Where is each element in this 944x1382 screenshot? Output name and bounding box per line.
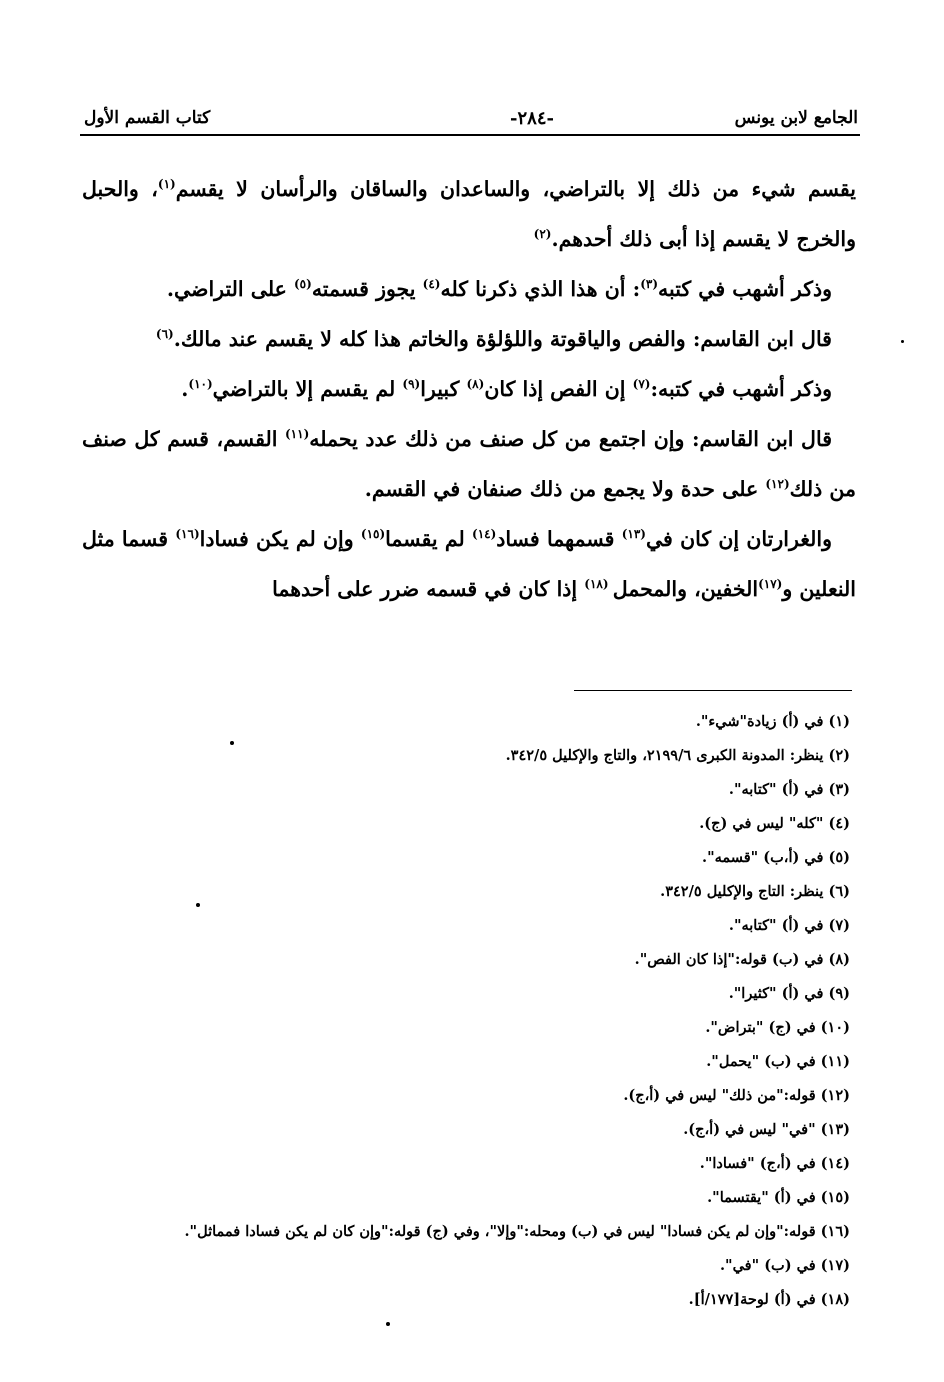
footnote-ref: (٦) <box>155 327 174 342</box>
footnote-ref: (٣) <box>640 277 659 292</box>
footnote-item: (٤) "كله" ليس في (ج). <box>699 815 850 832</box>
footnote-separator <box>574 690 852 691</box>
footnote-ref: (٧) <box>632 377 651 392</box>
text-segment: يقسم شيء من ذلك إلا بالتراضي، والساعدان والساقان والرأسان لا يقسم <box>175 177 856 201</box>
footnote-ref: (١٦) <box>175 527 200 542</box>
footnote-item: (١٠) في (ج) "بتراض". <box>705 1019 850 1036</box>
scan-speck <box>386 1322 390 1326</box>
footnote-item: (١٥) في (أ) "يقتسما". <box>707 1189 850 1206</box>
text-segment: لم يقسم إلا بالتراضي <box>212 377 403 401</box>
footnote-item: (٦) ينظر: التاج والإكليل ٣٤٢/٥. <box>660 883 850 900</box>
scan-speck <box>230 741 234 745</box>
footnote-item: (١٤) في (أ،ج) "فسادا". <box>699 1155 850 1172</box>
footnote-item: (١٣) "في" ليس في (أ،ج). <box>683 1121 850 1138</box>
text-paragraph <box>82 414 856 514</box>
footnote-ref: (١٠) <box>188 377 213 392</box>
footnote-ref: (١٤) <box>472 527 497 542</box>
page-header <box>80 104 860 136</box>
text-segment: وذكر أشهب في كتبه: <box>650 377 832 401</box>
footnote-ref: (١١) <box>284 427 310 442</box>
footnote-item: (٩) في (أ) "كثيرا". <box>728 985 850 1002</box>
text-segment: يجوز قسمته <box>311 277 423 301</box>
text-paragraph <box>82 314 856 364</box>
footnote-item: (١) في (أ) زيادة"شيء". <box>695 713 850 730</box>
footnote-ref: (٢) <box>533 227 552 242</box>
footnote-item: (٨) في (ب) قوله:"إذا كان الفص". <box>634 951 850 968</box>
text-segment: قال ابن القاسم: وإن اجتمع من كل صنف من ذلك عدد يحمله <box>309 427 832 451</box>
footnote-ref: (١٢) <box>765 477 790 492</box>
text-segment: على التراضي. <box>166 277 294 301</box>
footnote-ref: (١٨) <box>584 577 613 592</box>
text-paragraph <box>82 164 856 264</box>
footnote-list <box>70 705 850 1317</box>
footnote-item: (١٢) قوله:"من ذلك" ليس في (أ،ج). <box>623 1087 850 1104</box>
footnote-item: (٧) في (أ) "كتابه". <box>728 917 850 934</box>
text-segment: : أن هذا الذي ذكرنا كله <box>440 277 641 301</box>
text-segment: كبيرا <box>420 377 467 401</box>
text-segment: إن الفص إذا كان <box>484 377 633 401</box>
footnote-item: (١١) في (ب) "يحمل". <box>706 1053 850 1070</box>
text-segment: ، والحبل والخرج لا يقسم إذا أبى ذلك أحدهم. <box>82 177 856 251</box>
text-paragraph <box>82 264 856 314</box>
text-segment: وذكر أشهب في كتبه <box>658 277 832 301</box>
text-segment: . <box>181 377 189 401</box>
text-segment: القسم، قسم كل صنف من ذلك <box>82 427 856 501</box>
footnote-item: (٥) في (أ،ب) "قسمه". <box>702 849 850 866</box>
text-segment: قسما مثل النعلين و <box>82 527 856 601</box>
text-segment: قسمهما فساد <box>496 527 622 551</box>
text-segment: على حدة ولا يجمع من ذلك صنفان في القسم. <box>364 477 766 501</box>
footnote-ref: (١٧) <box>758 577 783 592</box>
text-segment: قال ابن القاسم: والفص والياقوتة واللؤلؤة والخاتم هذا كله لا يقسم عند مالك. <box>173 327 832 351</box>
footnote-ref: (٥) <box>293 277 312 292</box>
footnote-ref: (١) <box>157 177 176 192</box>
book-title: الجامع لابن يونس <box>734 108 858 128</box>
text-segment: الخفين، والمحمل <box>612 577 759 601</box>
footnote-ref: (٩) <box>402 377 421 392</box>
text-segment: لم يقسما <box>385 527 472 551</box>
footnote-item: (١٦) قوله:"وإن لم يكن فسادا" ليس في (ب) ومحله:"وإلا"، وفي (ج) قوله:"وإن كان لم يكن فسادا فمماثل". <box>184 1223 850 1240</box>
scan-speck <box>901 340 904 343</box>
footnote-item: (١٧) في (ب) "في". <box>719 1257 850 1274</box>
main-text <box>82 164 856 614</box>
footnote-ref: (٨) <box>466 377 485 392</box>
text-paragraph <box>82 514 856 614</box>
footnote-item: (٣) في (أ) "كتابه". <box>728 781 850 798</box>
section-title: كتاب القسم الأول <box>84 108 211 128</box>
text-segment: وإن لم يكن فسادا <box>199 527 361 551</box>
text-segment: إذا كان في قسمه ضرر على أحدهما <box>272 577 585 601</box>
footnote-ref: (٤) <box>422 277 441 292</box>
footnote-ref: (١٥) <box>360 527 386 542</box>
footnote-item: (١٨) في (أ) لوحة[١٧٧/أ]. <box>688 1291 850 1308</box>
scan-speck <box>196 903 200 907</box>
text-segment: والغرارتان إن كان في <box>645 527 832 551</box>
text-paragraph <box>82 364 856 414</box>
page-number: -٢٨٤- <box>510 108 554 129</box>
footnote-ref: (١٣) <box>621 527 646 542</box>
footnote-item: (٢) ينظر: المدونة الكبرى ٢١٩٩/٦، والتاج والإكليل ٣٤٢/٥. <box>505 747 850 764</box>
